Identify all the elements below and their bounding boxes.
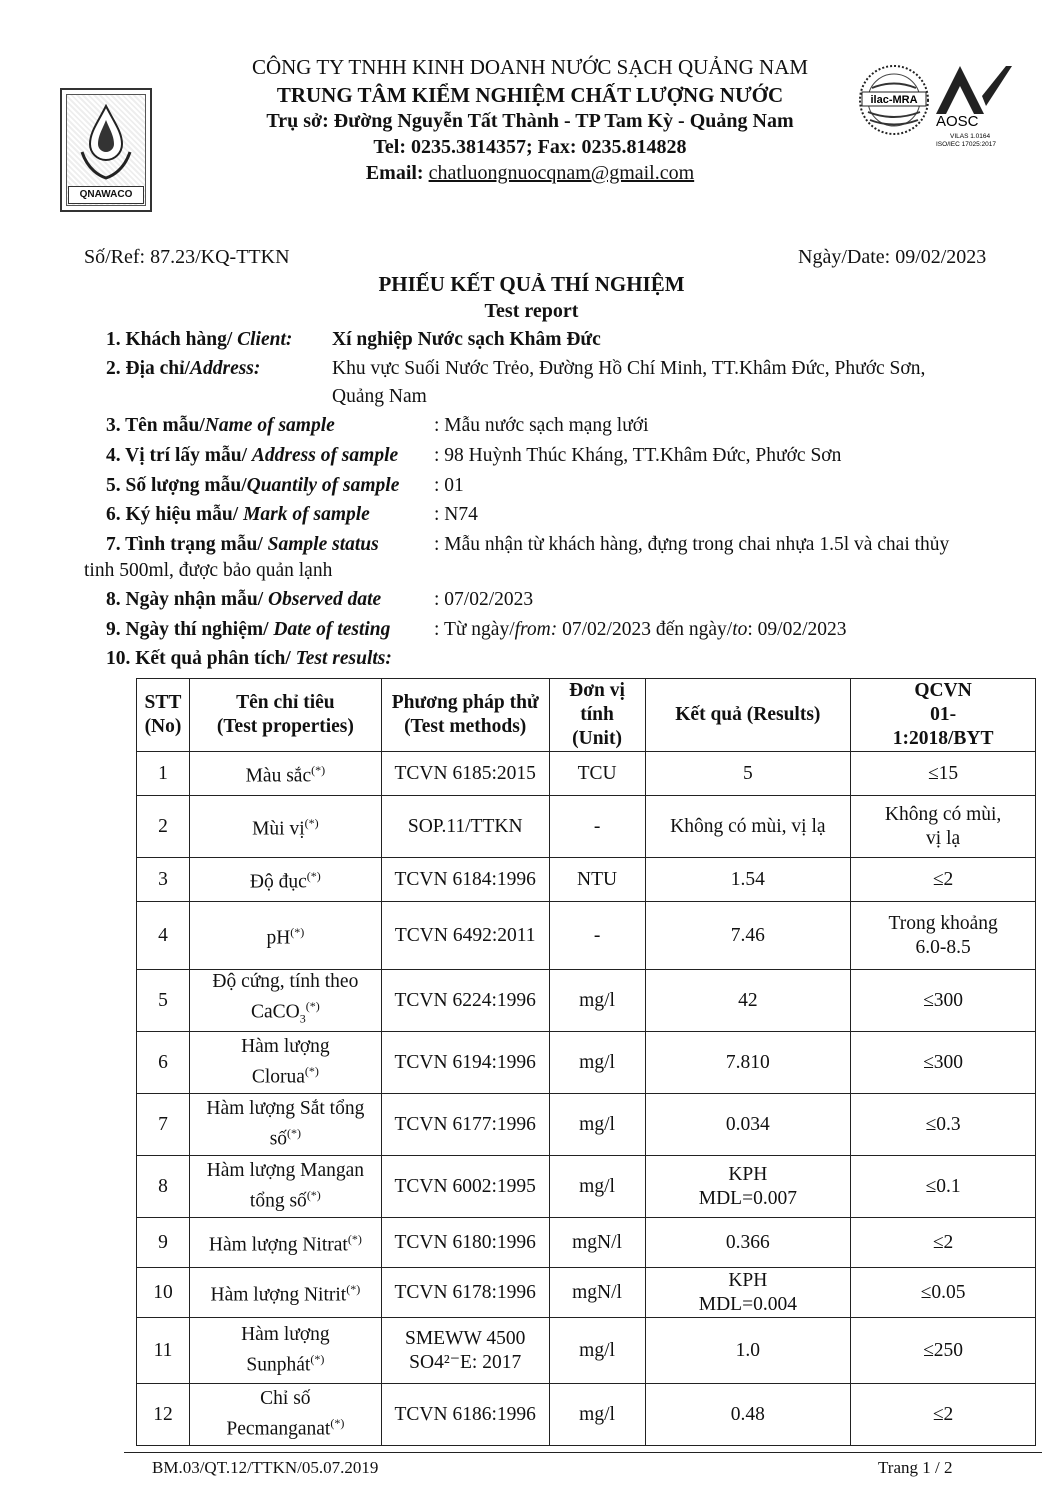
cell-unit: mgN/l (549, 1218, 645, 1268)
cell-test-method: TCVN 6186:1996 (381, 1384, 549, 1446)
cell-no: 1 (137, 752, 190, 796)
cell-result: 42 (645, 970, 851, 1032)
field-sample-name-value: : Mẫu nước sạch mạng lưới (434, 415, 649, 436)
cell-test-property: Độ cứng, tính theo CaCO$_3$(*) (189, 970, 381, 1032)
iso-text: ISO/IEC 17025:2017 (936, 141, 996, 148)
cell-no: 7 (137, 1094, 190, 1156)
cell-unit: mg/l (549, 1094, 645, 1156)
cell-test-property: Hàm lượng Sunphát(*) (189, 1318, 381, 1384)
water-drop-hands-icon (78, 102, 134, 180)
field-sample-address-label: 4. Vị trí lấy mẫu/ Address of sample (106, 445, 399, 466)
field-status-value-1: : Mẫu nhận từ khách hàng, đựng trong chai nhựa 1.5l và chai thủy (434, 534, 950, 555)
cell-qcvn-limit: ≤300 (851, 970, 1036, 1032)
field-sample-name-label: 3. Tên mẫu/Name of sample (106, 415, 335, 436)
email-link[interactable]: chatluongnuocqnam@gmail.com (428, 162, 695, 184)
cell-test-method: TCVN 6184:1996 (381, 858, 549, 902)
ref-number: Số/Ref: 87.23/KQ-TTKN (84, 246, 290, 268)
cell-no: 6 (137, 1032, 190, 1094)
cell-qcvn-limit: ≤0.05 (851, 1268, 1036, 1318)
cell-no: 9 (137, 1218, 190, 1268)
page-number: Trang 1 / 2 (878, 1458, 953, 1477)
table-row (137, 796, 1036, 858)
table-header-row (137, 679, 1036, 752)
ilac-mra-icon (860, 66, 928, 134)
cell-result: 5 (645, 752, 851, 796)
cell-result: 7.810 (645, 1032, 851, 1094)
center-name: TRUNG TÂM KIỂM NGHIỆM CHẤT LƯỢNG NƯỚC (276, 83, 784, 107)
cell-test-method: SOP.11/TTKN (381, 796, 549, 858)
cell-result: KPH MDL=0.004 (645, 1268, 851, 1318)
field-client-value: Xí nghiệp Nước sạch Khâm Đức (332, 329, 601, 350)
table-row (137, 1384, 1036, 1446)
cell-no: 12 (137, 1384, 190, 1446)
cell-test-method: SMEWW 4500 SO4²⁻E: 2017 (381, 1318, 549, 1384)
field-observed-date-value: : 07/02/2023 (434, 589, 534, 610)
cell-unit: - (549, 796, 645, 858)
cell-test-property: Hàm lượng Sắt tổng số(*) (189, 1094, 381, 1156)
aosc-icon (936, 66, 1012, 148)
cell-test-property: pH(*) (189, 902, 381, 970)
col-header-unit: Đơn vị tính (Unit) (549, 679, 645, 752)
field-status-value-2: tinh 500ml, được bảo quản lạnh (84, 560, 333, 581)
col-header-name: Tên chỉ tiêu (Test properties) (189, 679, 381, 752)
field-client-label: 1. Khách hàng/ Client: (106, 329, 293, 350)
cell-test-method: TCVN 6178:1996 (381, 1268, 549, 1318)
cell-qcvn-limit: ≤2 (851, 1384, 1036, 1446)
field-mark-label: 6. Ký hiệu mẫu/ Mark of sample (106, 504, 370, 525)
cell-test-property: Hàm lượng Nitrit(*) (189, 1268, 381, 1318)
cell-test-property: Hàm lượng Mangan tổng số(*) (189, 1156, 381, 1218)
cell-result: KPH MDL=0.007 (645, 1156, 851, 1218)
table-row (137, 1032, 1036, 1094)
accreditation-logos (856, 58, 1021, 153)
cell-unit: mg/l (549, 1318, 645, 1384)
cell-qcvn-limit: ≤0.3 (851, 1094, 1036, 1156)
cell-test-method: TCVN 6224:1996 (381, 970, 549, 1032)
cell-qcvn-limit: Trong khoảng 6.0-8.5 (851, 902, 1036, 970)
cell-no: 2 (137, 796, 190, 858)
cell-qcvn-limit: ≤250 (851, 1318, 1036, 1384)
table-row (137, 1318, 1036, 1384)
cell-test-method: TCVN 6194:1996 (381, 1032, 549, 1094)
report-subtitle: Test report (484, 300, 579, 322)
footer-divider (124, 1452, 1042, 1453)
field-mark-value: : N74 (434, 504, 478, 525)
cell-unit: mgN/l (549, 1268, 645, 1318)
report-title: PHIẾU KẾT QUẢ THÍ NGHIỆM (378, 272, 685, 296)
cell-qcvn-limit: ≤2 (851, 1218, 1036, 1268)
col-header-method: Phương pháp thử (Test methods) (381, 679, 549, 752)
cell-unit: mg/l (549, 1032, 645, 1094)
cell-test-property: Hàm lượng Nitrat(*) (189, 1218, 381, 1268)
cell-test-property: Chỉ số Pecmanganat(*) (189, 1384, 381, 1446)
company-name: CÔNG TY TNHH KINH DOANH NƯỚC SẠCH QUẢNG NAM (251, 55, 809, 79)
field-observed-date-label: 8. Ngày nhận mẫu/ Observed date (106, 589, 382, 610)
table-row (137, 1218, 1036, 1268)
office-address: Trụ sở: Đường Nguyễn Tất Thành - TP Tam Kỳ - Quảng Nam (266, 110, 794, 132)
cell-test-property: Hàm lượng Clorua(*) (189, 1032, 381, 1094)
field-address-label: 2. Địa chỉ/Address: (106, 358, 261, 379)
cell-test-method: TCVN 6180:1996 (381, 1218, 549, 1268)
qnawaco-logo-text: QNAWACO (68, 186, 144, 204)
table-row (137, 902, 1036, 970)
table-row (137, 752, 1036, 796)
field-client (106, 326, 292, 354)
cell-unit: mg/l (549, 1156, 645, 1218)
form-code: BM.03/QT.12/TTKN/05.07.2019 (152, 1458, 379, 1477)
field-test-results-label: 10. Kết quả phân tích/ Test results: (106, 648, 392, 669)
field-testing-date-label: 9. Ngày thí nghiệm/ Date of testing (106, 619, 391, 640)
cell-result: 0.366 (645, 1218, 851, 1268)
cell-qcvn-limit: ≤2 (851, 858, 1036, 902)
table-row (137, 1268, 1036, 1318)
cell-test-method: TCVN 6177:1996 (381, 1094, 549, 1156)
cell-unit: NTU (549, 858, 645, 902)
report-date: Ngày/Date: 09/02/2023 (798, 246, 987, 268)
ilac-text: ilac-MRA (870, 94, 918, 106)
field-sample-address-value: : 98 Huỳnh Thúc Kháng, TT.Khâm Đức, Phước Sơn (434, 445, 842, 466)
cell-no: 8 (137, 1156, 190, 1218)
cell-qcvn-limit: ≤15 (851, 752, 1036, 796)
cell-unit: TCU (549, 752, 645, 796)
vilas-text: VILAS 1.0164 (950, 133, 991, 140)
cell-result: 1.54 (645, 858, 851, 902)
cell-unit: mg/l (549, 1384, 645, 1446)
cell-no: 3 (137, 858, 190, 902)
cell-test-property: Mùi vị(*) (189, 796, 381, 858)
table-row (137, 858, 1036, 902)
field-quantity-label: 5. Số lượng mẫu/Quantily of sample (106, 475, 400, 496)
cell-result: 0.034 (645, 1094, 851, 1156)
email-label: Email: (365, 162, 424, 184)
cell-test-property: Màu sắc(*) (189, 752, 381, 796)
qnawaco-logo (60, 88, 152, 212)
field-status-label: 7. Tình trạng mẫu/ Sample status (106, 534, 379, 555)
cell-unit: - (549, 902, 645, 970)
aosc-text: AOSC (936, 113, 979, 130)
results-table (136, 678, 1036, 1446)
cell-result: 0.48 (645, 1384, 851, 1446)
cell-result: 7.46 (645, 902, 851, 970)
cell-test-method: TCVN 6002:1995 (381, 1156, 549, 1218)
cell-qcvn-limit: ≤0.1 (851, 1156, 1036, 1218)
table-row (137, 1156, 1036, 1218)
field-testing-date-value: : Từ ngày/from: 07/02/2023 đến ngày/to: 09/02/2023 (434, 619, 847, 640)
cell-result: Không có mùi, vị lạ (645, 796, 851, 858)
cell-result: 1.0 (645, 1318, 851, 1384)
cell-no: 4 (137, 902, 190, 970)
contact-phone: Tel: 0235.3814357; Fax: 0235.814828 (373, 136, 687, 158)
cell-test-property: Độ đục(*) (189, 858, 381, 902)
cell-test-method: TCVN 6185:2015 (381, 752, 549, 796)
col-header-stt: STT (No) (137, 679, 190, 752)
cell-qcvn-limit: ≤300 (851, 1032, 1036, 1094)
cell-no: 5 (137, 970, 190, 1032)
cell-no: 10 (137, 1268, 190, 1318)
col-header-qcvn: QCVN 01- 1:2018/BYT (851, 679, 1036, 752)
field-quantity-value: : 01 (434, 475, 464, 496)
cell-unit: mg/l (549, 970, 645, 1032)
cell-test-method: TCVN 6492:2011 (381, 902, 549, 970)
table-row (137, 970, 1036, 1032)
col-header-result: Kết quả (Results) (645, 679, 851, 752)
cell-no: 11 (137, 1318, 190, 1384)
table-row (137, 1094, 1036, 1156)
contact-email (160, 158, 900, 188)
cell-qcvn-limit: Không có mùi, vị lạ (851, 796, 1036, 858)
field-address-value-2: Quảng Nam (332, 386, 427, 407)
field-address-value-1: Khu vực Suối Nước Trẻo, Đường Hồ Chí Minh, TT.Khâm Đức, Phước Sơn, (332, 358, 926, 379)
